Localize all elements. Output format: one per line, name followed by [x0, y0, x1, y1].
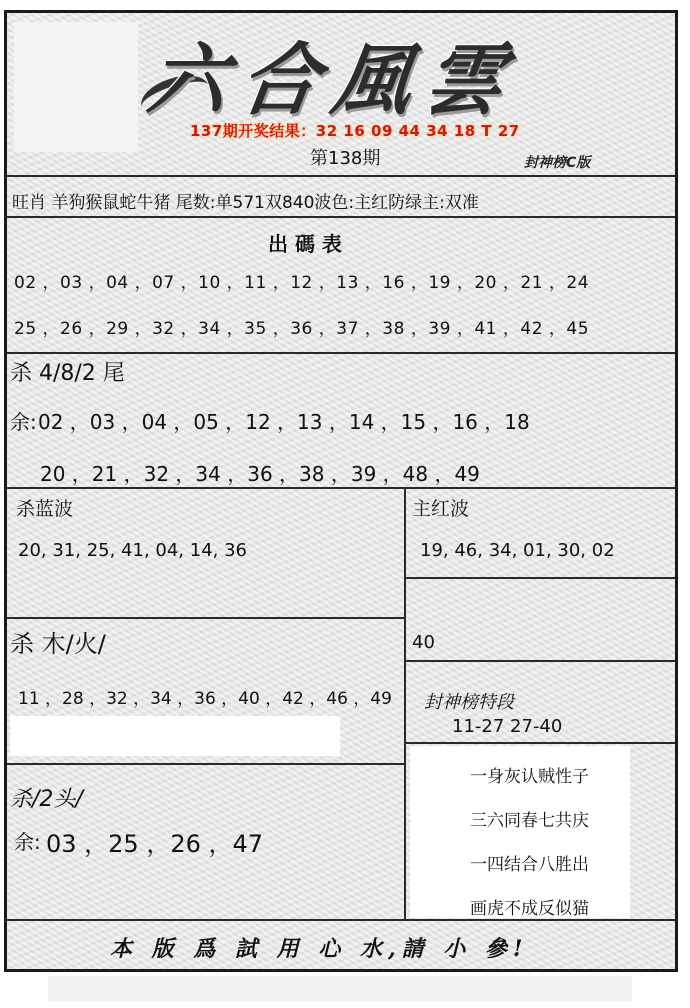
divider-header [7, 175, 675, 177]
kill-blue-values: 20, 31, 25, 41, 04, 14, 36 [18, 540, 247, 561]
kill-element-values: 11 ，28 ，32 ，34 ，36 ，40 ，42 ，46 ，49 [18, 689, 392, 709]
poem-line-1: 一身灰认贼性子 [470, 767, 589, 787]
special-range-values: 11-27 27-40 [452, 716, 563, 737]
divider-footer [7, 919, 675, 921]
footer-note: 本 版 爲 試 用 心 水,請 小 參! [110, 936, 529, 962]
divider-left-element [7, 763, 405, 765]
divider-info [7, 216, 675, 218]
previous-draw-result: 137期开奖结果：32 16 09 44 34 18 T 27 [190, 122, 520, 140]
kill-element-blank-area [10, 716, 340, 756]
poem-line-4: 画虎不成反似猫 [470, 899, 589, 919]
divider-chart-table [7, 352, 675, 354]
kill-head-rest-label: 余: [14, 830, 41, 854]
issue-number: 第138期 [310, 148, 381, 169]
divider-right-single [406, 660, 675, 662]
poem-line-3: 一四结合八胜出 [470, 855, 589, 875]
kill-head-title: 杀/2头/ [10, 787, 83, 812]
chart-table-row-2: 25 ，26 ，29 ，32 ，34 ，35 ，36 ，37 ，38 ，39 ，41 ，42 ，45 [14, 319, 590, 339]
bottom-strip [48, 976, 632, 1002]
logo-title: 六合風雲 [142, 35, 524, 126]
divider-vertical [404, 487, 406, 919]
kill-tail-row-2: 20 ，21 ，32 ，34 ，36 ，38 ，39 ，48 ，49 [40, 462, 480, 486]
main-red-values: 19, 46, 34, 01, 30, 02 [420, 540, 615, 561]
kill-tail-title: 杀 4/8/2 尾 [10, 361, 125, 386]
poem-line-2: 三六同春七共庆 [470, 811, 589, 831]
divider-kill-tail [7, 487, 675, 489]
kill-blue-title: 杀蓝波 [16, 498, 74, 520]
edition-label: 封神榜C版 [524, 155, 591, 171]
main-red-title: 主红波 [412, 498, 470, 520]
divider-right-red [406, 577, 675, 579]
special-range-title: 封神榜特段 [424, 692, 514, 713]
divider-right-special [406, 742, 675, 744]
header-logo-backdrop [14, 22, 138, 152]
chart-table-title: 出 碼 表 [268, 232, 342, 256]
chart-table-row-1: 02 ，03 ，04 ，07 ，10 ，11 ，12 ，13 ，16 ，19 ，20 ，21 ，24 [14, 273, 590, 293]
info-row: 旺肖 羊狗猴鼠蛇牛猪 尾数:单571双840波色:主红防绿主:双准 [12, 193, 479, 213]
divider-left-blue [7, 617, 405, 619]
kill-tail-rest-label: 余: [10, 410, 37, 434]
kill-element-title: 杀 木/火/ [10, 630, 106, 658]
single-value: 40 [412, 632, 435, 653]
kill-head-values: 03 ，25 ，26 ，47 [46, 830, 264, 858]
kill-tail-row-1: 02 ，03 ，04 ，05 ，12 ，13 ，14 ，15 ，16 ，18 [38, 410, 530, 434]
